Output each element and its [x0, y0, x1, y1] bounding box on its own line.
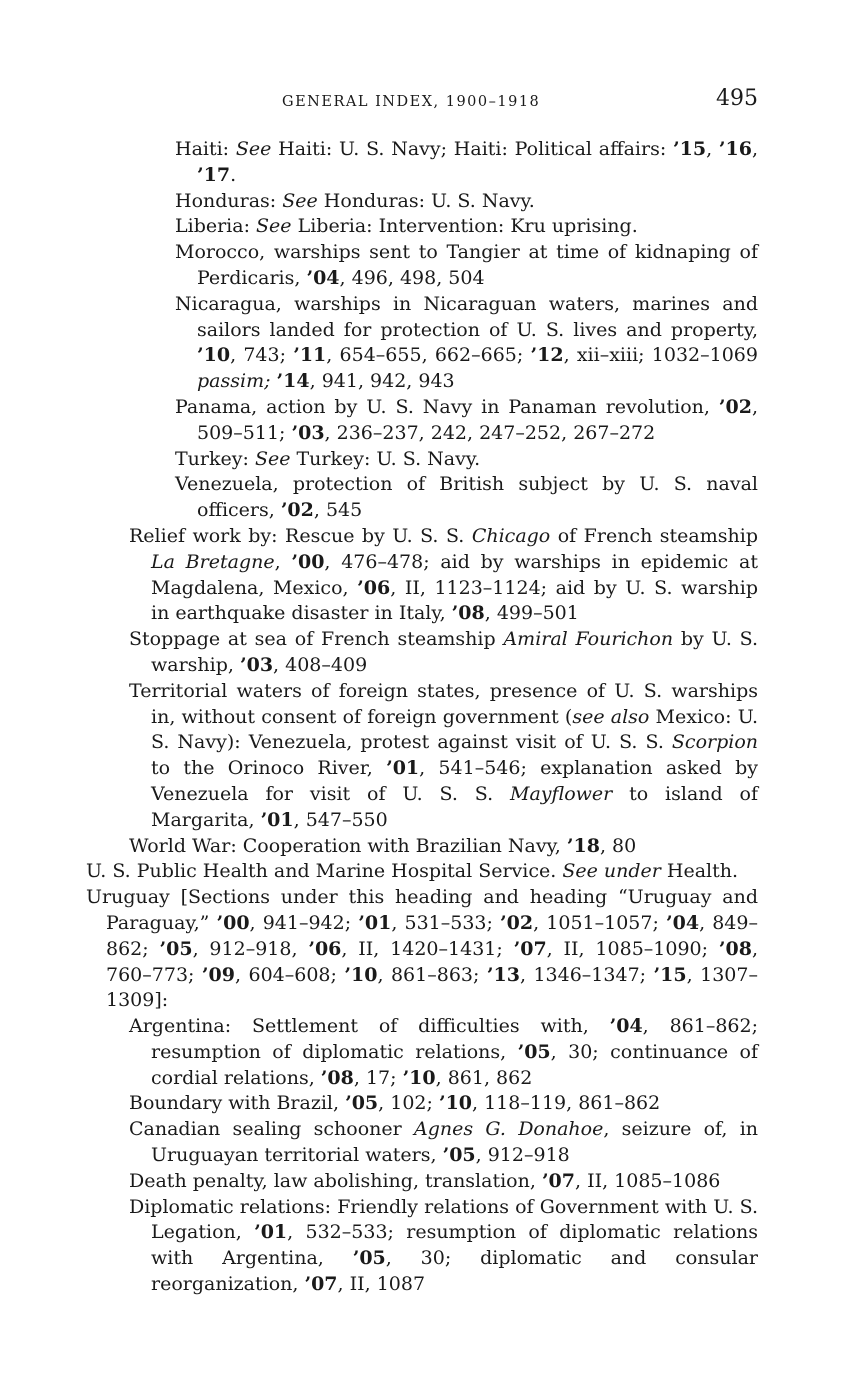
entry-text: ’04 — [666, 911, 700, 934]
entry-text: Liberia: — [175, 215, 257, 238]
entry-text: ’04 — [306, 266, 340, 289]
entry-text: , II, 1085–1086 — [575, 1169, 721, 1192]
entry-text: ’08 — [320, 1066, 354, 1089]
index-entry — [0, 1091, 758, 1117]
page-number: 495 — [716, 86, 758, 111]
index-entry — [0, 240, 758, 292]
entry-text: Uruguay [Sections under this heading and heading “Uruguay and Paraguay,” — [86, 886, 758, 934]
entry-text: ’16 — [718, 138, 752, 160]
entry-text: , 654–655, 662–665; — [326, 344, 531, 367]
entry-text: , 476–478; aid by warships in epidemic at Magdalena, Mexico, — [151, 550, 758, 599]
entry-text: by U. S. warship, — [151, 628, 759, 676]
entry-text: , 545 — [313, 499, 363, 522]
running-head: GENERAL INDEX, 1900–1918 — [282, 94, 541, 110]
entry-text: , xii–xiii; 1032–1069 — [563, 344, 758, 367]
entry-text: , 743; — [230, 344, 294, 367]
entry-text: , 547–550 — [293, 808, 388, 831]
index-entry — [0, 472, 758, 524]
entry-text: , 604–608; — [234, 963, 345, 986]
entry-text: U. S. Public Health and Marine Hospital Service. — [86, 860, 563, 883]
entry-text: , II, 1123–1124; aid by U. S. warship in earthquake disaster in Italy, — [151, 576, 758, 625]
entry-text: ’05 — [517, 1040, 551, 1063]
entry-text: , II, 1085–1090; — [546, 937, 719, 960]
entry-text: Death penalty, law abolishing, translation, — [129, 1169, 542, 1192]
entry-text: ’00 — [216, 911, 250, 934]
entry-text: Agnes G. Donahoe — [414, 1118, 604, 1141]
index-entry — [0, 189, 758, 215]
entry-text: , 1346–1347; — [519, 963, 654, 986]
entry-text: ’10 — [197, 344, 231, 367]
entry-text: , 912–918, — [192, 937, 309, 960]
entry-text: Canadian sealing schooner — [129, 1118, 414, 1141]
entry-text: Stoppage at sea of French steamship — [129, 628, 504, 651]
entry-text: ’18 — [566, 834, 600, 857]
entry-text: , 941–942; — [249, 911, 359, 934]
entry-text: ’07 — [304, 1273, 338, 1296]
entry-text: , 861–862; resumption of diplomatic relations, — [151, 1015, 759, 1063]
entry-text: Argentina: Settlement of difficulties with, — [129, 1015, 610, 1038]
entry-text: Territorial waters of foreign states, presence of U. S. warships in, without consent of foreign government ( — [129, 679, 758, 728]
index-entry — [0, 627, 758, 679]
index-entry — [0, 395, 758, 447]
entry-text: ’05 — [352, 1247, 386, 1270]
entry-text: , 541–546; explanation asked by Venezuela for visit of U. S. S. — [151, 757, 758, 805]
entry-text: See — [254, 447, 291, 470]
index-entry — [0, 214, 758, 240]
entry-text: Haiti: — [175, 138, 236, 160]
entry-text: , — [706, 138, 719, 160]
entry-text: ’09 — [201, 963, 235, 986]
entry-text: , 509–511; — [197, 395, 758, 444]
entry-text: , II, 1087 — [337, 1273, 426, 1296]
entry-text: , 1307–1309]: — [106, 963, 758, 1012]
entry-text: , 1051–1057; — [533, 911, 666, 934]
entry-text: , 30; continuance of cordial relations, — [151, 1040, 758, 1089]
index-entry — [0, 834, 758, 860]
index-entry — [0, 885, 758, 1014]
entry-text: , 118–119, 861–862 — [472, 1092, 661, 1115]
entry-text: , — [274, 550, 292, 573]
entry-text: ’10 — [438, 1092, 473, 1115]
entry-text: ’01 — [386, 757, 420, 780]
entry-text: ’06 — [308, 937, 342, 960]
entry-text: ’10 — [344, 963, 378, 986]
entry-text: ’13 — [486, 963, 520, 986]
index-entry — [0, 524, 758, 627]
entry-text: , II, 1420–1431; — [341, 937, 514, 960]
entry-text: , seizure of, in Uruguayan territorial waters, — [151, 1118, 759, 1167]
entry-text: , 236–237, 242, 247–252, 267–272 — [324, 421, 656, 444]
index-entry — [0, 1014, 758, 1091]
entry-text: Scorpion — [671, 731, 758, 754]
entry-text: , 861–863; — [377, 963, 487, 986]
entry-text: ’00 — [291, 550, 325, 573]
entry-text: ’01 — [254, 1221, 288, 1244]
entry-text: of French steamship — [550, 524, 758, 547]
entry-text: See under — [562, 860, 661, 883]
entry-text: Panama, action by U. S. Navy in Panaman revolution, — [175, 395, 719, 418]
entry-text: , 102; — [378, 1092, 439, 1115]
index-entry — [0, 447, 758, 473]
index-list — [0, 137, 850, 1298]
index-entry — [0, 1169, 758, 1195]
index-entry — [0, 292, 758, 395]
entry-text: Turkey: — [175, 447, 255, 470]
entry-text: Turkey: U. S. Navy. — [290, 447, 481, 470]
entry-text: ’01 — [358, 911, 392, 934]
entry-text: ’05 — [159, 937, 193, 960]
entry-text: , 80 — [599, 834, 637, 857]
entry-text: to the Orinoco River, — [151, 757, 387, 780]
entry-text: Nicaragua, warships in Nicaraguan waters, marines and sailors landed for protection of U. S. lives and property, — [175, 292, 758, 341]
entry-text: see also — [572, 705, 650, 728]
entry-text: ’10 — [402, 1066, 436, 1089]
entry-text: ’08 — [451, 602, 485, 625]
entry-text: , 17; — [353, 1066, 403, 1089]
entry-text: , 408–409 — [273, 653, 368, 676]
entry-text: ’02 — [718, 395, 752, 418]
entry-text: ’04 — [609, 1015, 643, 1038]
entry-text: ’07 — [541, 1169, 575, 1192]
entry-text: See — [256, 215, 292, 238]
entry-text: Chicago — [471, 524, 551, 547]
entry-text: , 531–533; — [391, 911, 501, 934]
entry-text: Honduras: — [175, 189, 283, 212]
entry-text: See — [282, 189, 318, 212]
index-entry — [0, 679, 758, 834]
entry-text: La Bretagne — [151, 550, 275, 573]
entry-text: Haiti: U. S. Navy; Haiti: Political affairs: — [271, 138, 674, 160]
entry-text: , 912–918 — [475, 1144, 570, 1167]
entry-text: , 496, 498, 504 — [339, 266, 485, 289]
entry-text: Relief work by: Rescue by U. S. S. — [129, 524, 472, 547]
entry-text: Boundary with Brazil, — [129, 1092, 346, 1115]
entry-text: , 499–501 — [484, 602, 579, 625]
entry-text: , 861, 862 — [435, 1066, 533, 1089]
entry-text: ’05 — [442, 1144, 476, 1167]
entry-text: ’02 — [280, 499, 314, 522]
entry-text: ’07 — [513, 937, 547, 960]
entry-text: ’05 — [345, 1092, 379, 1115]
entry-text: ’15 — [673, 138, 707, 160]
entry-text: Diplomatic relations: Friendly relations of Government with U. S. Legation, — [129, 1195, 758, 1244]
entry-text: Liberia: Intervention: Kru uprising. — [291, 215, 638, 238]
entry-text: Venezuela, protection of British subject by U. S. naval officers, — [175, 473, 758, 522]
entry-text: ’03 — [239, 653, 274, 676]
entry-text: Honduras: U. S. Navy. — [317, 189, 535, 212]
entry-text: ’03 — [291, 421, 325, 444]
entry-text: World War: Cooperation with Brazilian Navy, — [129, 834, 567, 857]
entry-text: passim; — [197, 370, 271, 393]
index-entry — [0, 137, 758, 189]
entry-text: ’15 — [653, 963, 687, 986]
entry-text: to island of Margarita, — [151, 782, 758, 831]
entry-text: ’14 — [276, 370, 310, 393]
entry-text: , 849–862; — [106, 911, 758, 960]
entry-text: , 941, 942, 943 — [309, 370, 455, 393]
index-entry — [0, 1195, 758, 1298]
entry-text: Morocco, warships sent to Tangier at time of kidnaping of Perdicaris, — [175, 241, 758, 289]
entry-text: ’17 — [197, 163, 231, 186]
index-entry — [0, 1117, 758, 1169]
entry-text: ’11 — [293, 344, 327, 367]
entry-text: , 760–773; — [106, 937, 758, 986]
entry-text: , 532–533; resumption of diplomatic relations with Argentina, — [151, 1221, 758, 1270]
index-entry — [0, 859, 758, 885]
entry-text: ’02 — [500, 911, 534, 934]
entry-text: ’08 — [718, 937, 752, 960]
entry-text: Mexico: U. S. Navy): Venezuela, protest against visit of U. S. S. — [151, 705, 758, 754]
entry-text: , — [751, 138, 758, 160]
page-header — [0, 86, 850, 120]
entry-text: See — [235, 138, 272, 160]
entry-text: , 30; diplomatic and consular reorganization, — [151, 1247, 758, 1296]
entry-text: Health. — [660, 860, 739, 883]
entry-text: Amiral Fourichon — [503, 628, 674, 651]
entry-text: Mayflower — [510, 782, 613, 805]
entry-text: ’06 — [357, 576, 391, 599]
entry-text: . — [230, 163, 237, 186]
entry-text: ’12 — [530, 344, 564, 367]
entry-text: ’01 — [260, 808, 294, 831]
